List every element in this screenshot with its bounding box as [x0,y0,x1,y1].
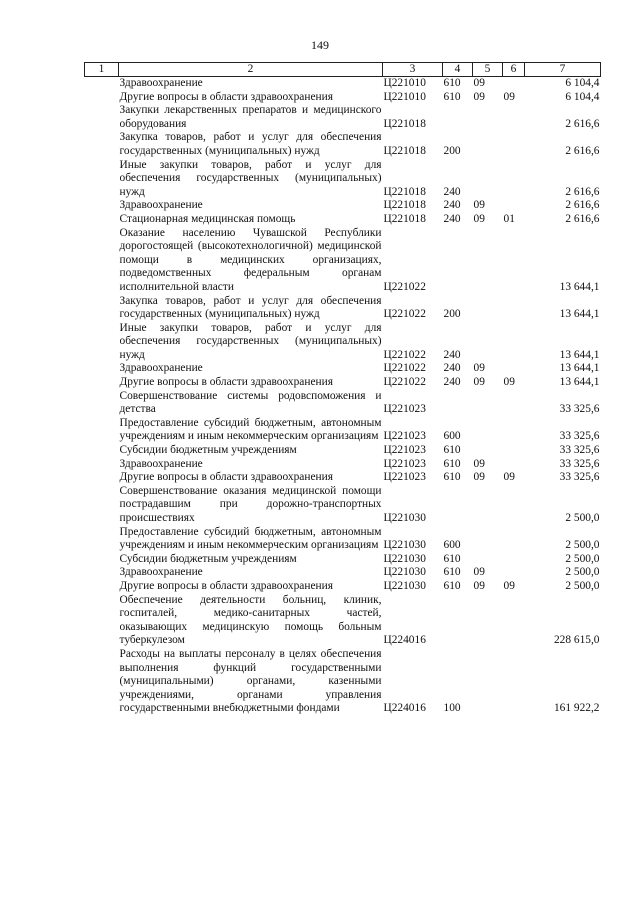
expense-type-cell [443,104,473,131]
subsection-cell [503,458,525,472]
section-cell [473,485,503,526]
subsection-cell [503,322,525,363]
expense-type-cell [443,485,473,526]
row-number-cell [85,104,119,131]
row-number-cell [85,594,119,648]
section-cell: 09 [473,566,485,579]
section-cell: 09 [473,376,485,389]
row-number-cell [85,159,119,200]
target-code-cell: Ц221018 [383,212,426,225]
expense-name-cell: Другие вопросы в области здравоохранения [119,376,333,389]
amount-cell: 33 325,6 [559,430,600,443]
expense-name-cell: Стационарная медицинская помощь [119,212,296,225]
expense-type-cell: 240 [443,348,461,361]
row-number-cell [85,227,119,295]
expense-name-cell: Другие вопросы в области здравоохранения [119,471,333,484]
amount-cell: 2 500,0 [565,566,600,579]
row-number-cell [85,485,119,526]
amount-cell: 2 500,0 [565,539,600,552]
section-cell [473,131,503,158]
table-row [85,458,601,472]
expense-name-cell: Здравоохранение [119,362,203,375]
section-cell: 09 [473,77,485,89]
amount-cell: 228 615,0 [553,634,600,647]
table-row [85,648,601,716]
target-code-cell: Ц221022 [383,280,426,293]
amount-cell: 13 644,1 [559,362,600,375]
row-number-cell [85,471,119,485]
expense-name-cell: Здравоохранение [119,566,203,579]
amount-cell: 2 616,6 [565,185,600,198]
expense-type-cell [443,227,473,295]
row-number-cell [85,526,119,553]
row-number-cell [85,458,119,472]
row-number-cell [85,295,119,322]
row-number-cell [85,362,119,376]
expense-type-cell: 610 [443,457,461,470]
table-header [85,63,601,77]
expense-type-cell: 610 [443,566,461,579]
expense-name-cell: Предоставление субсидий бюджетным, автономным учреждениям и иным некоммерческим организациям [119,525,382,552]
target-code-cell: Ц221023 [383,444,426,457]
amount-cell: 33 325,6 [559,457,600,470]
amount-cell: 33 325,6 [559,444,600,457]
section-cell [473,553,503,567]
target-code-cell: Ц221018 [383,185,426,198]
expense-name-cell: Обеспечение деятельности больниц, клиник, госпиталей, медико-санитарных частей, оказывающих медицинскую помощь больным туберкулезом [119,593,382,647]
expense-name-cell: Совершенствование системы родовспоможения и детства [119,389,382,416]
table-row [85,91,601,105]
row-number-cell [85,131,119,158]
row-number-cell [85,444,119,458]
table-row [85,553,601,567]
section-cell: 09 [473,579,485,592]
amount-cell: 2 616,6 [565,212,600,225]
expense-type-cell [443,390,473,417]
row-number-cell [85,390,119,417]
column-header: 3 [383,63,443,77]
row-number-cell [85,648,119,716]
expense-name-cell: Закупка товаров, работ и услуг для обеспечения государственных (муниципальных) нужд [119,131,382,157]
expense-name-cell: Субсидии бюджетным учреждениям [119,552,297,565]
target-code-cell: Ц224016 [383,702,426,715]
amount-cell: 2 616,6 [565,117,600,130]
column-header: 7 [525,63,601,77]
section-cell: 09 [473,212,485,225]
target-code-cell: Ц221010 [383,77,426,89]
expense-name-cell: Субсидии бюджетным учреждениям [119,444,297,457]
amount-cell: 33 325,6 [559,403,600,416]
row-number-cell [85,91,119,105]
table-row [85,199,601,213]
amount-cell: 2 500,0 [565,512,600,524]
expense-name-cell: Закупки лекарственных препаратов и медицинского оборудования [119,104,382,130]
table-row [85,485,601,526]
amount-cell: 2 500,0 [565,552,600,565]
section-cell [473,648,503,716]
row-number-cell [85,580,119,594]
column-header: 1 [85,63,119,77]
expense-type-cell: 610 [443,552,461,565]
section-cell [473,295,503,322]
row-number-cell [85,566,119,580]
expense-type-cell: 610 [443,471,461,484]
column-header: 4 [443,63,473,77]
expense-name-cell: Иные закупки товаров, работ и услуг для обеспечения государственных (муниципальных) нужд [119,321,382,361]
table-row [85,566,601,580]
table-row [85,104,601,131]
subsection-cell [503,159,525,200]
expense-type-cell: 240 [443,212,461,225]
expense-name-cell: Другие вопросы в области здравоохранения [119,90,333,103]
amount-cell: 2 500,0 [565,579,600,592]
section-cell: 09 [473,471,485,484]
target-code-cell: Ц221023 [383,457,426,470]
table-row [85,376,601,390]
table-row [85,417,601,444]
expense-type-cell: 610 [443,90,461,103]
subsection-cell: 09 [503,90,515,103]
expense-type-cell: 600 [443,539,461,552]
subsection-cell: 09 [503,376,515,389]
subsection-cell [503,131,525,158]
section-cell [473,417,503,444]
table-row [85,131,601,158]
expense-type-cell: 200 [443,144,461,157]
target-code-cell: Ц221018 [383,117,426,130]
target-code-cell: Ц221023 [383,471,426,484]
section-cell [473,594,503,648]
column-header: 6 [503,63,525,77]
amount-cell: 6 104,4 [565,90,600,103]
target-code-cell: Ц221010 [383,90,426,103]
subsection-cell [503,390,525,417]
table-row [85,77,601,91]
expense-name-cell: Другие вопросы в области здравоохранения [119,579,333,592]
amount-cell: 161 922,2 [553,702,600,715]
section-cell [473,390,503,417]
subsection-cell [503,362,525,376]
target-code-cell: Ц221023 [383,430,426,443]
table-row [85,295,601,322]
subsection-cell: 09 [503,579,515,592]
table-body [85,77,601,716]
subsection-cell [503,104,525,131]
column-header: 2 [119,63,383,77]
expense-type-cell: 610 [443,77,461,89]
target-code-cell: Ц221023 [383,403,426,416]
section-cell [473,444,503,458]
expense-type-cell: 600 [443,430,461,443]
amount-cell: 33 325,6 [559,471,600,484]
subsection-cell [503,444,525,458]
expense-name-cell: Расходы на выплаты персоналу в целях обеспечения выполнения функций государственными (муниципальными) органами, казенными учреждениями, органами управления государственными внебюджетными фондами [119,647,382,715]
amount-cell: 2 616,6 [565,144,600,157]
row-number-cell [85,199,119,213]
table-row [85,526,601,553]
target-code-cell: Ц221022 [383,376,426,389]
table-row [85,594,601,648]
table-row [85,362,601,376]
subsection-cell [503,227,525,295]
target-code-cell: Ц221022 [383,348,426,361]
expense-type-cell: 610 [443,579,461,592]
section-cell: 09 [473,362,485,375]
subsection-cell [503,199,525,213]
amount-cell: 13 644,1 [559,376,600,389]
subsection-cell [503,485,525,526]
section-cell [473,227,503,295]
expense-type-cell: 100 [443,702,461,715]
expense-name-cell: Здравоохранение [119,199,203,212]
target-code-cell: Ц221030 [383,579,426,592]
target-code-cell: Ц221018 [383,199,426,212]
expense-name-cell: Здравоохранение [119,457,203,470]
target-code-cell: Ц221022 [383,362,426,375]
expense-type-cell: 240 [443,185,461,198]
amount-cell: 2 616,6 [565,199,600,212]
table-row [85,227,601,295]
amount-cell: 13 644,1 [559,308,600,321]
target-code-cell: Ц221030 [383,512,426,524]
subsection-cell [503,295,525,322]
target-code-cell: Ц221030 [383,552,426,565]
expense-name-cell: Иные закупки товаров, работ и услуг для обеспечения государственных (муниципальных) нужд [119,158,382,198]
expense-name-cell: Закупка товаров, работ и услуг для обеспечения государственных (муниципальных) нужд [119,294,382,321]
expense-type-cell: 240 [443,199,461,212]
section-cell [473,526,503,553]
expense-name-cell: Предоставление субсидий бюджетным, автономным учреждениям и иным некоммерческим организациям [119,416,382,443]
expense-name-cell: Здравоохранение [119,77,203,89]
table-row [85,213,601,227]
expense-name-cell: Оказание населению Чувашской Республики дорогостоящей (высокотехнологичной) медицинской помощи в медицинских организациях, подведомственных федеральным органам исполнительной власти [119,226,382,293]
expense-type-cell [443,594,473,648]
subsection-cell: 01 [503,212,515,225]
section-cell [473,159,503,200]
row-number-cell [85,417,119,444]
target-code-cell: Ц221018 [383,144,426,157]
target-code-cell: Ц221030 [383,539,426,552]
section-cell [473,322,503,363]
table-row [85,471,601,485]
expense-name-cell: Совершенствование оказания медицинской помощи пострадавшим при дорожно-транспортных происшествиях [119,484,382,524]
amount-cell: 13 644,1 [559,280,600,293]
section-cell [473,104,503,131]
subsection-cell [503,648,525,716]
target-code-cell: Ц221022 [383,308,426,321]
row-number-cell [85,77,119,91]
target-code-cell: Ц224016 [383,634,426,647]
expense-type-cell: 610 [443,444,461,457]
section-cell: 09 [473,90,485,103]
row-number-cell [85,213,119,227]
subsection-cell [503,77,525,91]
amount-cell: 13 644,1 [559,348,600,361]
row-number-cell [85,376,119,390]
expense-type-cell: 240 [443,362,461,375]
subsection-cell [503,417,525,444]
subsection-cell: 09 [503,471,515,484]
expense-type-cell: 200 [443,308,461,321]
subsection-cell [503,566,525,580]
table-row [85,444,601,458]
budget-table [84,62,601,716]
page-number: 149 [311,38,329,52]
section-cell: 09 [473,457,485,470]
subsection-cell [503,526,525,553]
column-header: 5 [473,63,503,77]
row-number-cell [85,553,119,567]
subsection-cell [503,553,525,567]
subsection-cell [503,594,525,648]
section-cell: 09 [473,199,485,212]
table-row [85,390,601,417]
expense-type-cell: 240 [443,376,461,389]
table-row [85,322,601,363]
row-number-cell [85,322,119,363]
table-row [85,159,601,200]
target-code-cell: Ц221030 [383,566,426,579]
amount-cell: 6 104,4 [565,77,600,89]
table-row [85,580,601,594]
